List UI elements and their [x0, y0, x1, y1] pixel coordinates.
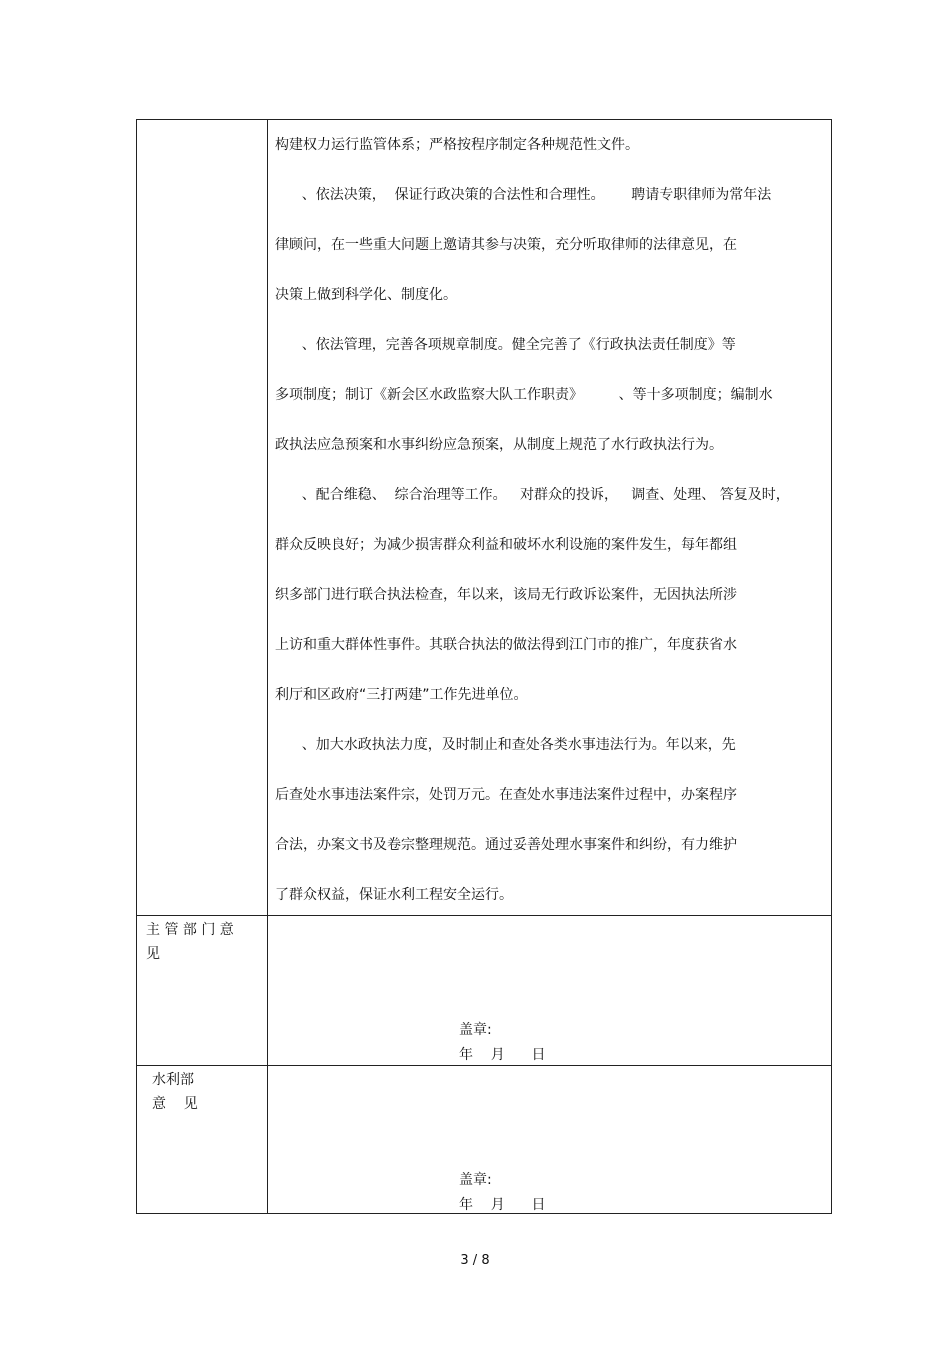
body-line-3: 律顾问，在一些重大问题上邀请其参与决策，充分听取律师的法律意见，在 — [275, 237, 737, 253]
body-line-12: 利厅和区政府“三打两建”工作先进单位。 — [275, 687, 528, 703]
water-opinion-label-2: 意 见 — [152, 1096, 198, 1112]
body-line-5: 、依法管理，完善各项规章制度。健全完善了《行政执法责任制度》等 — [275, 337, 736, 353]
column-divider — [267, 120, 268, 1213]
water-opinion-label-1: 水利部 — [152, 1072, 194, 1088]
body-line-8: 、配合维稳、 综合治理等工作。 对群众的投诉， 调查、处理、 答复及时， — [275, 487, 790, 503]
dept-date-label: 年 月 日 — [459, 1047, 546, 1063]
body-line-2: 、依法决策， 保证行政决策的合法性和合理性。 聘请专职律师为常年法 — [275, 187, 772, 203]
dept-seal-label: 盖章: — [459, 1022, 492, 1038]
body-line-7: 政执法应急预案和水事纠纷应急预案，从制度上规范了水行政执法行为。 — [275, 437, 723, 453]
body-line-1: 构建权力运行监管体系；严格按程序制定各种规范性文件。 — [275, 137, 639, 153]
body-line-15: 合法，办案文书及卷宗整理规范。通过妥善处理水事案件和纠纷，有力维护 — [275, 837, 737, 853]
dept-opinion-label-2: 见 — [146, 946, 160, 962]
opinion-table — [136, 119, 832, 1214]
body-line-6: 多项制度；制订《新会区水政监察大队工作职责》 、等十多项制度；编制水 — [275, 387, 773, 403]
row-divider-1 — [137, 915, 831, 916]
body-line-13: 、加大水政执法力度，及时制止和查处各类水事违法行为。年以来，先 — [275, 737, 736, 753]
body-line-4: 决策上做到科学化、制度化。 — [275, 287, 457, 303]
body-line-10: 织多部门进行联合执法检查，年以来，该局无行政诉讼案件，无因执法所涉 — [275, 587, 737, 603]
body-line-14: 后查处水事违法案件宗，处罚万元。在查处水事违法案件过程中，办案程序 — [275, 787, 737, 803]
row-divider-2 — [137, 1065, 831, 1066]
body-line-9: 群众反映良好；为减少损害群众利益和破坏水利设施的案件发生，每年都组 — [275, 537, 737, 553]
body-line-16: 了群众权益，保证水利工程安全运行。 — [275, 887, 513, 903]
dept-opinion-label-1: 主 管 部 门 意 — [146, 922, 234, 938]
water-date-label: 年 月 日 — [459, 1197, 546, 1213]
water-seal-label: 盖章: — [459, 1172, 492, 1188]
page-number: 3 / 8 — [460, 1253, 490, 1268]
body-line-11: 上访和重大群体性事件。其联合执法的做法得到江门市的推广，年度获省水 — [275, 637, 737, 653]
